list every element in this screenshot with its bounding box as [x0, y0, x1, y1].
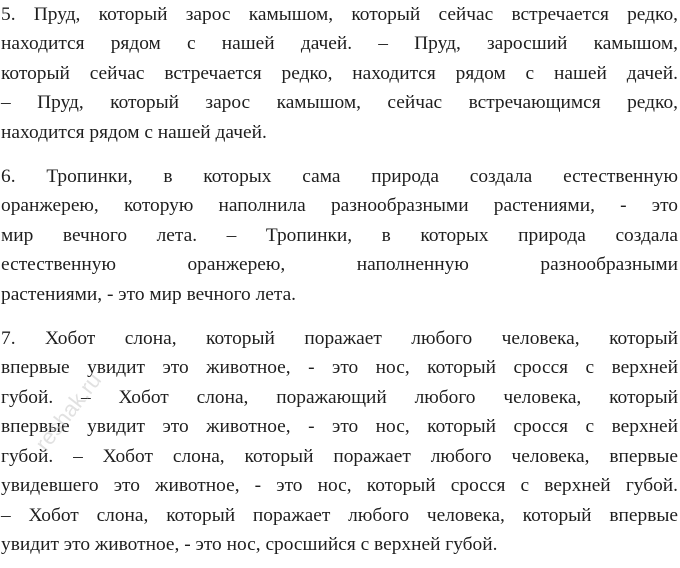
- text-line: впервые увидит это животное, - это нос, который сросся с верхней: [1, 416, 678, 438]
- text-line: 5. Пруд, который зарос камышом, который сейчас встречается редко,: [1, 4, 678, 25]
- text-line: находится рядом с нашей дачей.: [1, 121, 267, 143]
- text-line: – Пруд, который зарос камышом, сейчас встречающимся редко,: [1, 92, 678, 114]
- text-line: 6. Тропинки, в которых сама природа создала естественную: [1, 166, 678, 188]
- text-line: который сейчас встречается редко, находится рядом с нашей дачей.: [1, 62, 678, 84]
- text-line: растениями, - это мир вечного лета.: [1, 283, 297, 305]
- text-line: оранжерею, которую наполнила разнообразными растениями, - это: [1, 195, 678, 217]
- text-line: впервые увидит это животное, - это нос, который сросся с верхней: [1, 357, 678, 379]
- text-line: 7. Хобот слона, который поражает любого человека, который: [1, 328, 678, 350]
- text-line: увидевшего это животное, - это нос, который сросся с верхней губой.: [1, 475, 678, 497]
- text-line: естественную оранжерею, наполненную разнообразными: [1, 254, 678, 276]
- text-line: – Хобот слона, который поражает любого человека, который впервые: [1, 504, 678, 526]
- watermark: reshak.ru: [30, 367, 107, 456]
- text-line: мир вечного лета. – Тропинки, в которых природа создала: [1, 224, 678, 246]
- text-line: находится рядом с нашей дачей. – Пруд, заросший камышом,: [1, 33, 678, 55]
- text-line: увидит это животное, - это нос, сросшийся с верхней губой.: [1, 533, 498, 555]
- text-line: губой. – Хобот слона, поражающий любого человека, который: [1, 386, 678, 408]
- paragraph-5: [1, 0, 678, 147]
- paragraph-7: [1, 324, 678, 559]
- paragraph-6: [1, 162, 678, 309]
- text-line: губой. – Хобот слона, который поражает любого человека, впервые: [1, 445, 678, 467]
